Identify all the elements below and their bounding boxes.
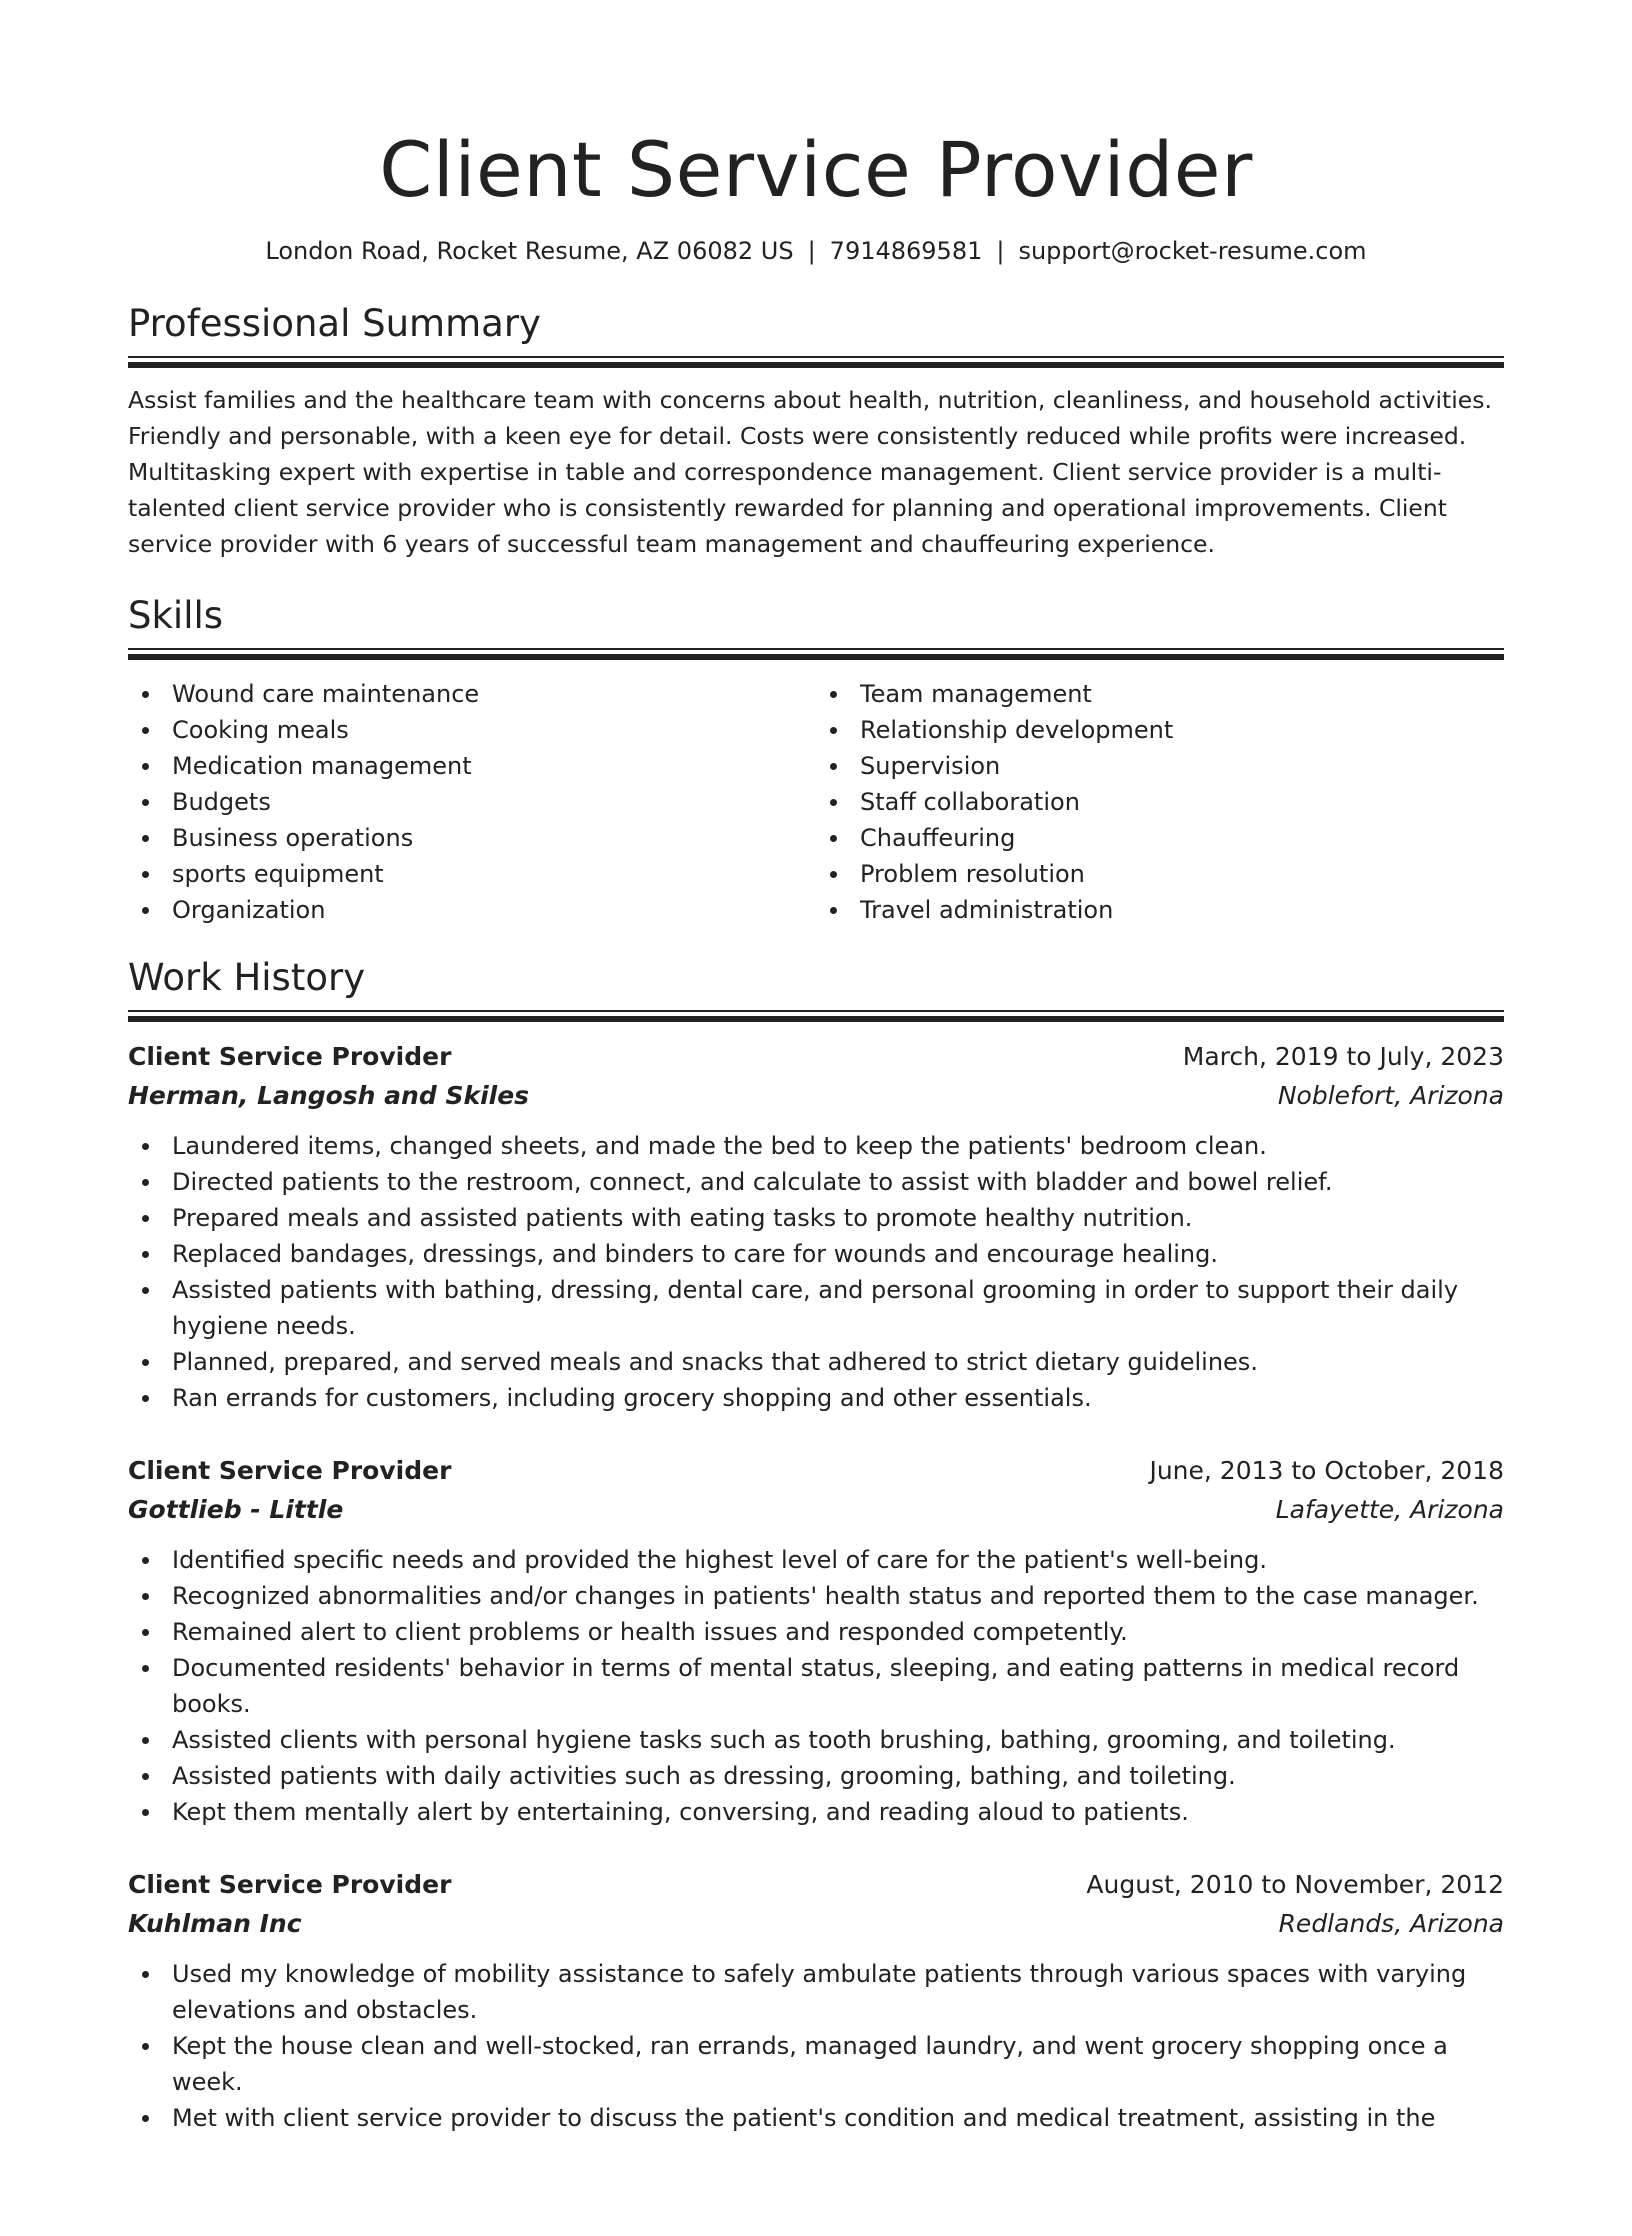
job-duty: Kept them mentally alert by entertaining, conversing, and reading aloud to patients. (128, 1794, 1504, 1830)
job-entry (128, 1452, 1504, 1830)
contact-address: London Road, Rocket Resume, AZ 06082 US (265, 237, 794, 265)
skills-section (128, 594, 1504, 928)
job-duty: Identified specific needs and provided the highest level of care for the patient's well-being. (128, 1542, 1504, 1578)
section-title-skills: Skills (128, 594, 224, 637)
job-duty: Assisted patients with daily activities such as dressing, grooming, bathing, and toileting. (128, 1758, 1504, 1794)
job-duty: Remained alert to client problems or health issues and responded competently. (128, 1614, 1504, 1650)
skill-item: Medication management (128, 748, 816, 784)
job-duty: Used my knowledge of mobility assistance to safely ambulate patients through various spaces with varying elevations and obstacles. (128, 1956, 1504, 2028)
section-title-work-history: Work History (128, 956, 366, 999)
skills-grid (128, 676, 1504, 928)
candidate-name: Client Service Provider (379, 125, 1253, 214)
job-duty: Planned, prepared, and served meals and snacks that adhered to strict dietary guidelines. (128, 1344, 1504, 1380)
skill-item: Wound care maintenance (128, 676, 816, 712)
skill-item: Organization (128, 892, 816, 928)
skill-item: sports equipment (128, 856, 816, 892)
job-duty: Met with client service provider to discuss the patient's condition and medical treatment, assisting in the (128, 2100, 1504, 2136)
contact-line (128, 236, 1504, 266)
job-title: Client Service Provider (128, 1042, 452, 1071)
section-divider (128, 356, 1504, 368)
contact-email[interactable]: support@rocket-resume.com (1018, 237, 1367, 265)
skill-item: Problem resolution (816, 856, 1504, 892)
job-company: Herman, Langosh and Skiles (128, 1081, 530, 1110)
job-title: Client Service Provider (128, 1456, 452, 1485)
job-location: Noblefort, Arizona (1277, 1081, 1504, 1110)
skill-item: Cooking meals (128, 712, 816, 748)
job-dates: June, 2013 to October, 2018 (1149, 1456, 1504, 1485)
job-duty: Prepared meals and assisted patients with eating tasks to promote healthy nutrition. (128, 1200, 1504, 1236)
summary-text: Assist families and the healthcare team with concerns about health, nutrition, cleanliness, and household activities. Friendly and personable, with a keen eye for detail. Costs were consistently reduced while profits were increased. Multitasking expert with expertise in table and correspondence management. Client service provider is a multi-talented client service provider who is consistently rewarded for planning and operational improvements. Client service provider with 6 years of successful team management and chauffeuring experience. (128, 386, 1492, 558)
job-dates: March, 2019 to July, 2023 (1182, 1042, 1504, 1071)
skill-item: Staff collaboration (816, 784, 1504, 820)
skill-item: Travel administration (816, 892, 1504, 928)
skill-item: Business operations (128, 820, 816, 856)
job-dates: August, 2010 to November, 2012 (1086, 1870, 1504, 1899)
job-employer (128, 1076, 1504, 1116)
job-entry (128, 1866, 1504, 2136)
skill-item: Budgets (128, 784, 816, 820)
contact-separator: | (807, 237, 816, 265)
skill-item: Chauffeuring (816, 820, 1504, 856)
contact-phone: 7914869581 (829, 237, 983, 265)
work-history-section (128, 956, 1504, 2136)
job-duties-list (128, 1956, 1504, 2136)
job-location: Redlands, Arizona (1278, 1909, 1504, 1938)
job-title: Client Service Provider (128, 1870, 452, 1899)
professional-summary-section (128, 302, 1504, 562)
skills-list-right (816, 676, 1504, 928)
job-employer (128, 1490, 1504, 1530)
job-company: Kuhlman Inc (128, 1909, 302, 1938)
job-duty: Replaced bandages, dressings, and binders to care for wounds and encourage healing. (128, 1236, 1504, 1272)
job-duty: Documented residents' behavior in terms of mental status, sleeping, and eating patterns in medical record books. (128, 1650, 1504, 1722)
section-divider (128, 1010, 1504, 1022)
job-header (128, 1038, 1504, 1076)
job-duty: Ran errands for customers, including grocery shopping and other essentials. (128, 1380, 1504, 1416)
section-title-professional-summary: Professional Summary (128, 302, 541, 345)
skill-item: Supervision (816, 748, 1504, 784)
resume-page (0, 124, 1632, 2236)
contact-separator: | (996, 237, 1005, 265)
skill-item: Team management (816, 676, 1504, 712)
job-duty: Directed patients to the restroom, connect, and calculate to assist with bladder and bowel relief. (128, 1164, 1504, 1200)
job-duty: Kept the house clean and well-stocked, ran errands, managed laundry, and went grocery shopping once a week. (128, 2028, 1504, 2100)
job-location: Lafayette, Arizona (1275, 1495, 1504, 1524)
job-duty: Laundered items, changed sheets, and made the bed to keep the patients' bedroom clean. (128, 1128, 1504, 1164)
job-entry (128, 1038, 1504, 1416)
job-duty: Recognized abnormalities and/or changes in patients' health status and reported them to the case manager. (128, 1578, 1504, 1614)
job-duties-list (128, 1542, 1504, 1830)
job-duty: Assisted clients with personal hygiene tasks such as tooth brushing, bathing, grooming, and toileting. (128, 1722, 1504, 1758)
job-header (128, 1866, 1504, 1904)
skills-list-left (128, 676, 816, 928)
job-employer (128, 1904, 1504, 1944)
skill-item: Relationship development (816, 712, 1504, 748)
job-company: Gottlieb - Little (128, 1495, 344, 1524)
job-duties-list (128, 1128, 1504, 1416)
job-duty: Assisted patients with bathing, dressing, dental care, and personal grooming in order to support their daily hygiene needs. (128, 1272, 1504, 1344)
section-divider (128, 648, 1504, 660)
job-header (128, 1452, 1504, 1490)
